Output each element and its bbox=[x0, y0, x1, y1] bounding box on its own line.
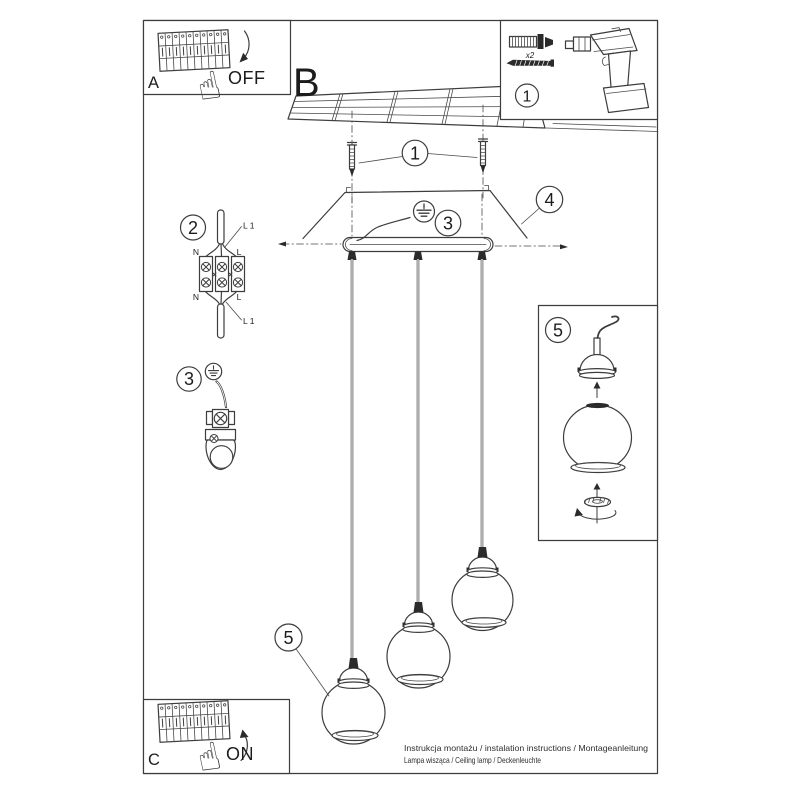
power-state-on: ON bbox=[226, 744, 254, 764]
panel-c-label: C bbox=[148, 751, 160, 769]
footer-line-2: Lampa wisząca / Ceiling lamp / Deckenleuchte bbox=[404, 755, 542, 765]
shade-assembly-box bbox=[539, 306, 658, 541]
panel-a-label: A bbox=[148, 74, 160, 92]
step-marker-earth bbox=[177, 367, 201, 391]
svg-text:1: 1 bbox=[522, 88, 532, 106]
pointing-hand-icon: ☝ bbox=[193, 735, 225, 782]
breaker-panel-icon bbox=[158, 701, 230, 743]
terminal-label-n-top: N bbox=[192, 247, 200, 257]
earth-clamp-icon bbox=[206, 410, 236, 470]
svg-text:4: 4 bbox=[544, 190, 555, 210]
mounting-bar bbox=[343, 238, 493, 252]
ground-symbol-icon bbox=[414, 201, 435, 222]
svg-text:3: 3 bbox=[442, 213, 454, 234]
footer-line-1: Instrukcja montażu / instalation instructions / Montageanleitung bbox=[404, 743, 649, 753]
step-marker-earth-canopy bbox=[435, 210, 461, 236]
live-wire-label-top: L1 bbox=[243, 220, 257, 231]
terminal-label-l-bottom: L bbox=[236, 292, 242, 302]
power-state-off: OFF bbox=[228, 68, 266, 88]
cable-grip bbox=[414, 602, 424, 613]
tools-step-marker bbox=[516, 84, 539, 107]
breaker-on-panel bbox=[144, 700, 290, 782]
terminal-label-n-bottom: N bbox=[192, 292, 200, 302]
shade-step-marker bbox=[546, 318, 571, 343]
cable-grip bbox=[478, 252, 487, 261]
section-b-label: B bbox=[293, 61, 320, 105]
svg-text:1: 1 bbox=[409, 143, 421, 164]
cable-grip bbox=[478, 547, 488, 558]
live-wire-label-bottom: L1 bbox=[243, 316, 257, 326]
cable-grip bbox=[349, 658, 359, 669]
tools-box bbox=[501, 21, 658, 120]
svg-text:5: 5 bbox=[283, 628, 294, 648]
pointing-hand-icon: ☝ bbox=[193, 64, 225, 111]
ground-symbol-icon bbox=[205, 363, 221, 379]
svg-text:5: 5 bbox=[552, 320, 564, 341]
terminal-label-l-top: L bbox=[236, 247, 242, 257]
ring-nut-icon bbox=[585, 497, 611, 506]
cable-grip bbox=[348, 252, 357, 261]
svg-text:3: 3 bbox=[183, 369, 195, 390]
step-marker-wiring bbox=[181, 215, 206, 240]
breaker-panel-icon bbox=[158, 30, 230, 72]
cable-grip bbox=[414, 252, 423, 261]
anchor-quantity: x2 bbox=[525, 51, 535, 60]
svg-text:2: 2 bbox=[187, 217, 199, 238]
